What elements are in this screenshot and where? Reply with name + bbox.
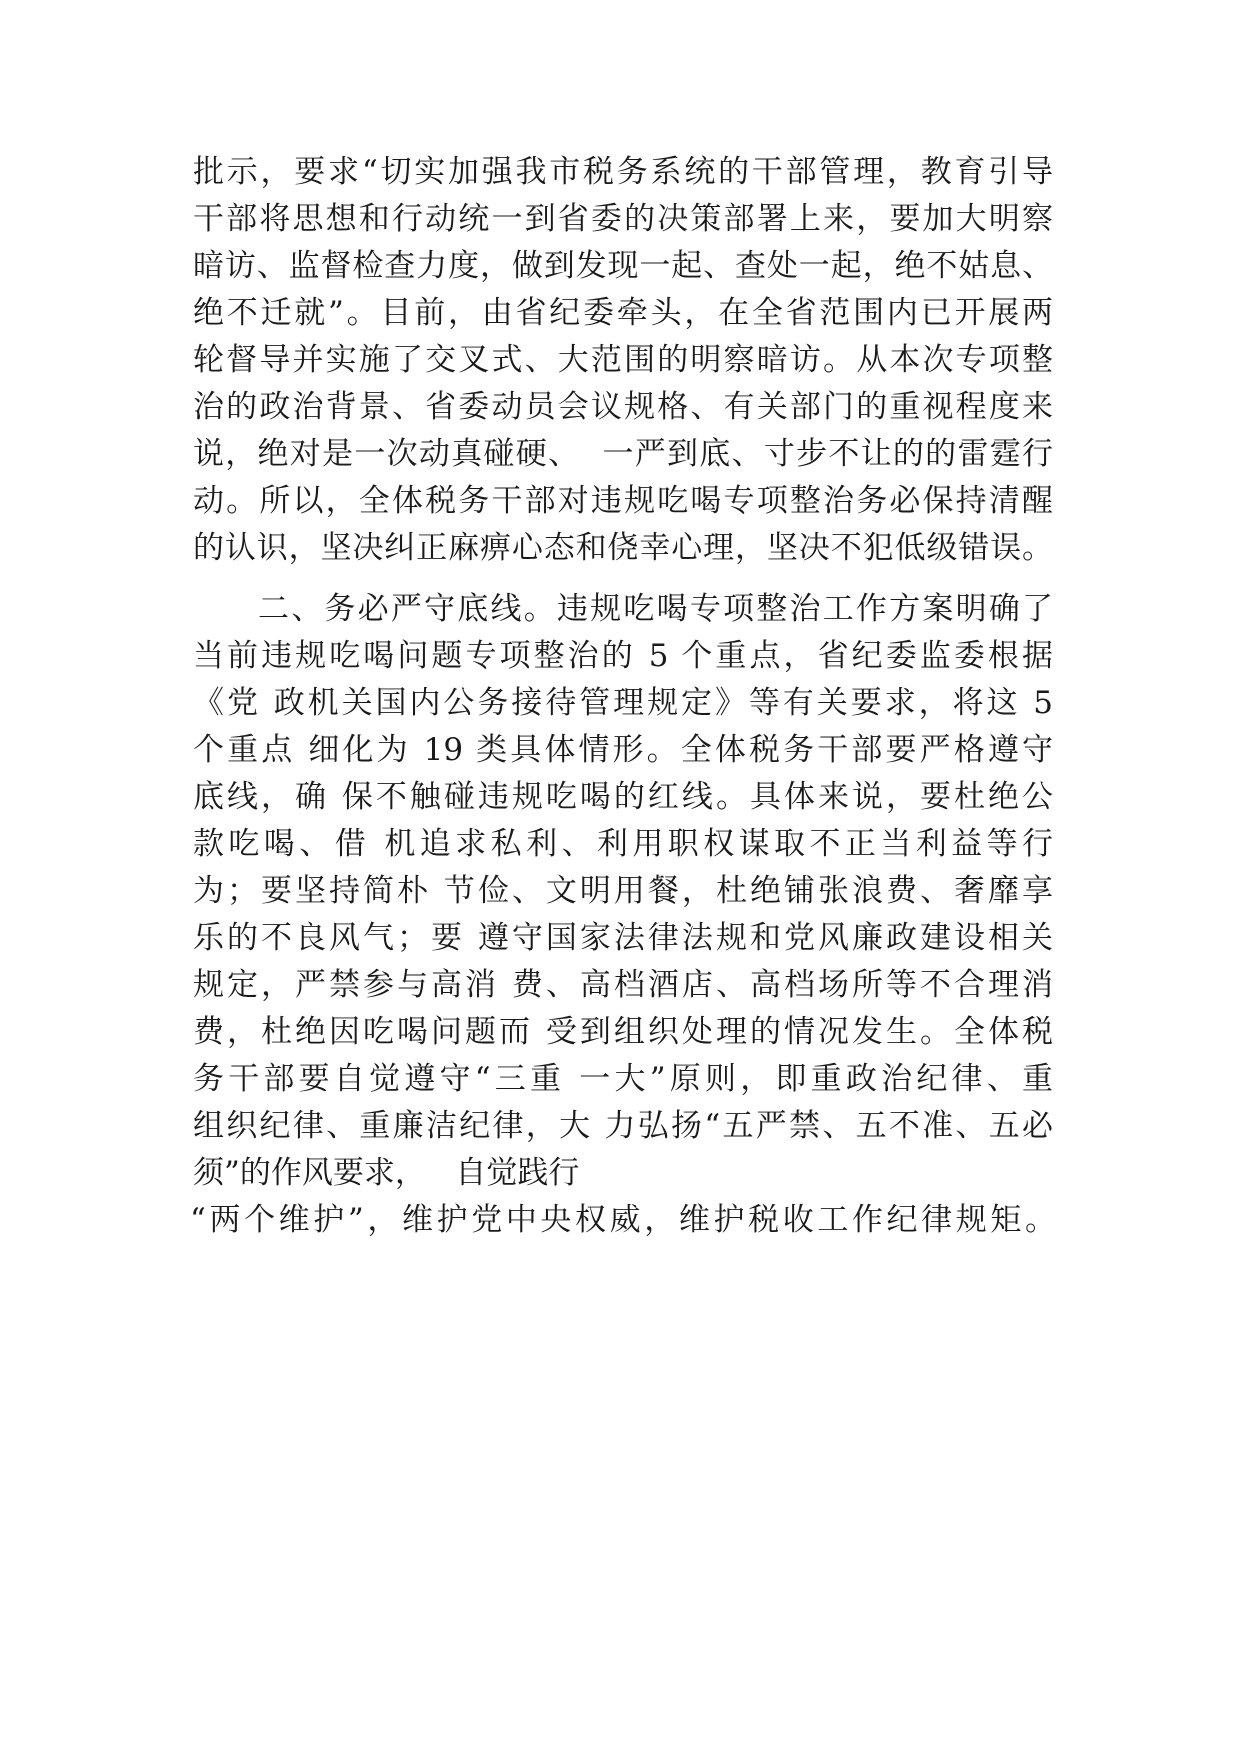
text-line: 批示，要求“切实加强我市税务系统的干部管理，教育引导	[193, 154, 1053, 190]
text-line: 务干部要自觉遵守“三重 一大”原则，即重政治纪律、重	[193, 1061, 1053, 1097]
text-line: 组织纪律、重廉洁纪律，大 力弘扬“五严禁、五不准、五必	[193, 1108, 1053, 1144]
text-line: 的认识，坚决纠正麻痹心态和侥幸心理，坚决不犯低级错误。	[193, 530, 1053, 566]
text-line: 个重点 细化为 19 类具体情形。全体税务干部要严格遵守	[193, 732, 1053, 768]
text-line: 费，杜绝因吃喝问题而 受到组织处理的情况发生。全体税	[193, 1014, 1053, 1050]
text-line: 款吃喝、借 机追求私利、利用职权谋取不正当利益等行	[193, 826, 1053, 862]
text-line: 轮督导并实施了交叉式、大范围的明察暗访。从本次专项整	[193, 342, 1053, 378]
text-line: 当前违规吃喝问题专项整治的 5 个重点，省纪委监委根据	[193, 638, 1053, 674]
text-line: 绝不迁就”。目前，由省纪委牵头，在全省范围内已开展两	[193, 295, 1053, 331]
text-line: 二、务必严守底线。违规吃喝专项整治工作方案明确了	[258, 591, 1053, 627]
text-line: 暗访、监督检查力度，做到发现一起、查处一起，绝不姑息、	[193, 248, 1053, 284]
text-line: 动。所以，全体税务干部对违规吃喝专项整治务必保持清醒	[193, 483, 1053, 519]
text-line: 规定，严禁参与高消 费、高档酒店、高档场所等不合理消	[193, 967, 1053, 1003]
text-line: 须”的作风要求， 自觉践行	[193, 1155, 580, 1191]
text-line: “两个维护”，维护党中央权威，维护税收工作纪律规矩。	[190, 1202, 1056, 1238]
text-line: 《党 政机关国内公务接待管理规定》等有关要求，将这 5	[193, 685, 1053, 721]
text-line: 治的政治背景、省委动员会议规格、有关部门的重视程度来	[193, 389, 1053, 425]
text-line: 干部将思想和行动统一到省委的决策部署上来，要加大明察	[193, 201, 1053, 237]
text-line: 为；要坚持简朴 节俭、文明用餐，杜绝铺张浪费、奢靡享	[193, 873, 1053, 909]
text-line: 底线，确 保不触碰违规吃喝的红线。具体来说，要杜绝公	[193, 779, 1053, 815]
text-line: 说，绝对是一次动真碰硬、 一严到底、寸步不让的的雷霆行	[193, 436, 1053, 472]
text-line: 乐的不良风气；要 遵守国家法律法规和党风廉政建设相关	[193, 920, 1053, 956]
